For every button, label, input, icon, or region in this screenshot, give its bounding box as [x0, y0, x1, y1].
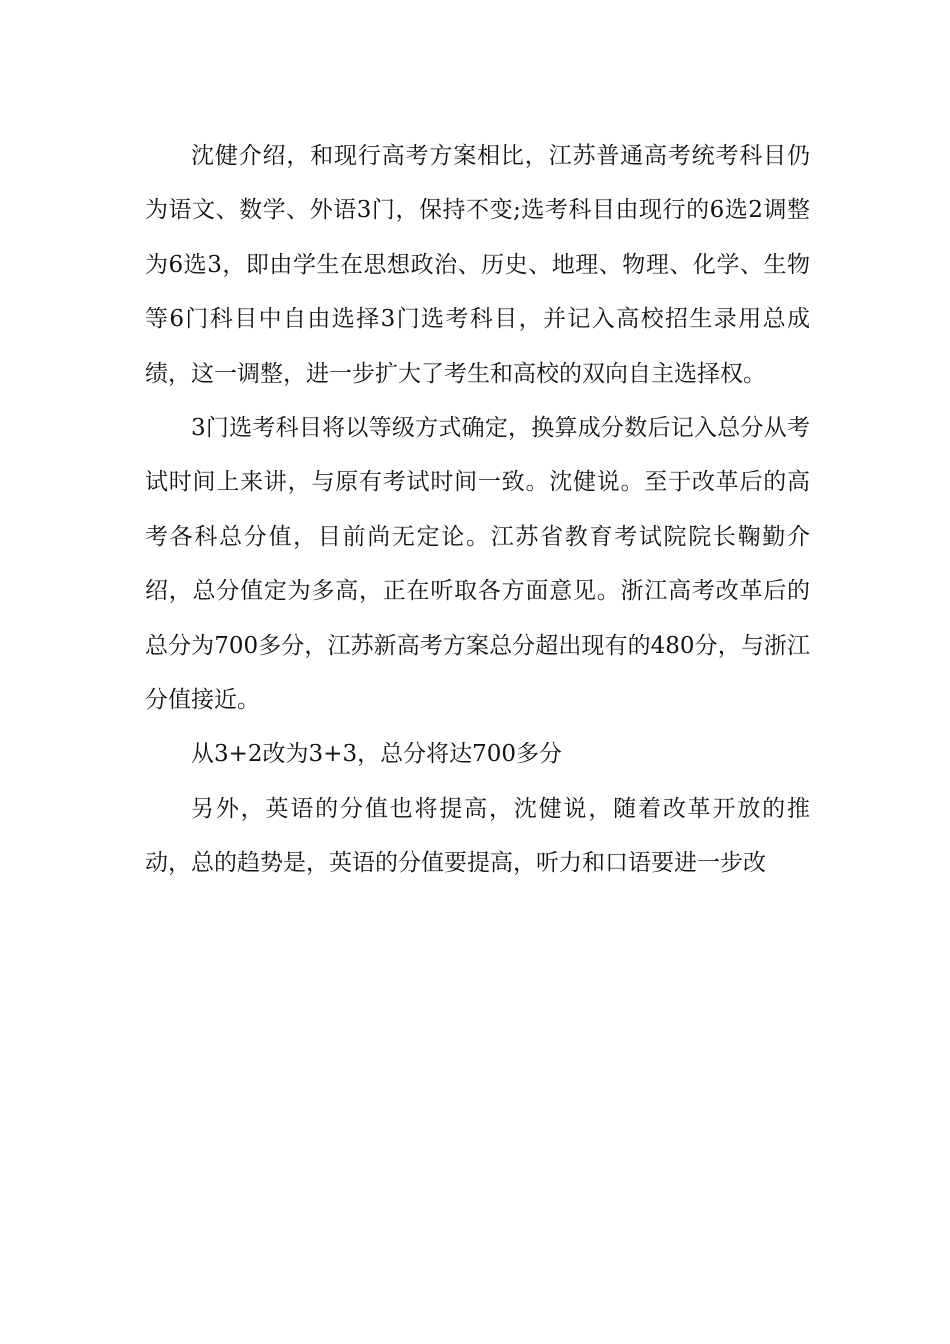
document-body: [145, 129, 810, 891]
paragraph-2: 3门选考科目将以等级方式确定，换算成分数后记入总分从考试时间上来讲，与原有考试时间一致。沈健说。至于改革后的高考各科总分值，目前尚无定论。江苏省教育考试院院长鞠勤介绍，总分值定为多高，正在听取各方面意见。浙江高考改革后的总分为700多分，江苏新高考方案总分超出现有的480分，与浙江分值接近。: [145, 415, 810, 714]
paragraph-1: 沈健介绍，和现行高考方案相比，江苏普通高考统考科目仍为语文、数学、外语3门，保持不变;选考科目由现行的6选2调整为6选3，即由学生在思想政治、历史、地理、物理、化学、生物等6门科目中自由选择3门选考科目，并记入高校招生录用总成绩，这一调整，进一步扩大了考生和高校的双向自主选择权。: [145, 143, 810, 387]
paragraph-4: 另外，英语的分值也将提高，沈健说，随着改革开放的推动，总的趋势是，英语的分值要提高，听力和口语要进一步改: [145, 795, 810, 877]
paragraph-3: 从3+2改为3+3，总分将达700多分: [191, 741, 562, 768]
